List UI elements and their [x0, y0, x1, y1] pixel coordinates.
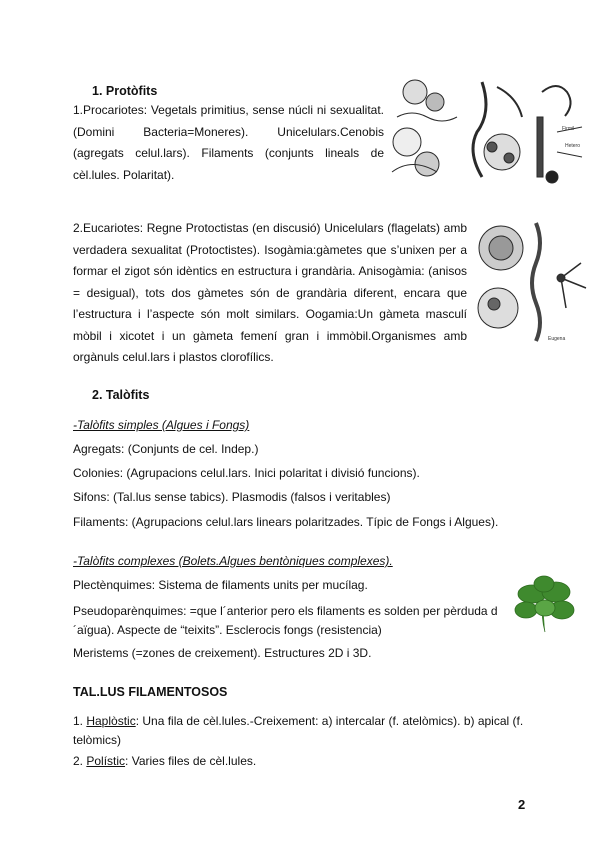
item-number: 2.: [73, 754, 87, 768]
meristems-text: Meristems (=zones de creixement). Estructures 2D i 3D.: [73, 646, 372, 660]
svg-text:Firmil: Firmil: [562, 126, 575, 132]
section2-heading: 2. Talòfits: [92, 388, 150, 402]
polistic-term: Polístic: [86, 754, 126, 768]
svg-text:Hetero: Hetero: [565, 143, 581, 149]
haplostic-term: Haplòstic: [86, 714, 136, 728]
list-item: Colonies: (Agrupacions celul.lars. Inici polaritat i divisió funcions).: [73, 466, 420, 480]
polistic-item: [73, 754, 256, 768]
section1-heading: 1. Protòfits: [92, 84, 158, 98]
list-item: Agregats: (Conjunts de cel. Indep.): [73, 442, 259, 456]
haplostic-description: : Una fila de cèl.lules.-Creixement: a) intercalar (f. atelòmics). b) apical (f. telòmics): [73, 714, 524, 747]
svg-text:Eugena: Eugena: [548, 336, 566, 342]
list-item: Sifons: (Tal.lus sense tabics). Plasmodis (falsos i veritables): [73, 490, 391, 504]
filamentosos-heading: TAL.LUS FILAMENTOSOS: [73, 685, 228, 699]
item-number: 1.: [73, 714, 87, 728]
polistic-description: : Varies files de cèl.lules.: [125, 754, 257, 768]
plectenquimes-text: Plectènquimes: Sistema de filaments units per mucílag.: [73, 578, 368, 592]
seaweed-image: [512, 574, 578, 634]
list-item: Filaments: (Agrupacions celul.lars linears polaritzades. Típic de Fongs i Algues).: [73, 515, 499, 529]
eukaryotes-figure: [476, 218, 594, 344]
prokaryotes-paragraph: 1.Procariotes: Vegetals primitius, sense núcli ni sexualitat. (Domini Bacteria=Moneres). Unicelulars.Cenobis (agregats celul.lars). Filaments (conjunts lineals de cèl.lules. Polaritat).: [73, 103, 384, 182]
simple-thallophytes-title: -Talòfits simples (Algues i Fongs): [73, 418, 250, 432]
prokaryotes-figure: [387, 72, 597, 190]
complex-thallophytes-title: -Talòfits complexes (Bolets.Algues bentòniques complexes).: [73, 554, 393, 568]
haplostic-item: [73, 712, 533, 750]
page-number: 2: [518, 797, 526, 812]
eukaryotes-paragraph: 2.Eucariotes: Regne Protoctistas (en discusió) Unicelulars (flagelats) amb verdadera sexualitat (Protoctistes). Isogàmia:gàmetes que s’unixen per a formar el zigot són idèntics en estructura i grandària. Anisogàmia: (anisos = desigual), tots dos gàmetes són de grandària diferent, encara que l’estructura i l’aspecte són molt similars. Oogamia:Un gàmeta masculí mòbil i xicotet i un gàmeta femení gran i immòbil.Organismes amb orgànuls celul.lars i plastos clorofílics.: [73, 221, 467, 364]
pseudoparenquimes-text: Pseudoparènquimes: =que l´anterior pero els filaments es solden per pèrduda d´aïgua). Aspecte de “teixits”. Esclerocis fongs (resistencia): [73, 604, 498, 637]
